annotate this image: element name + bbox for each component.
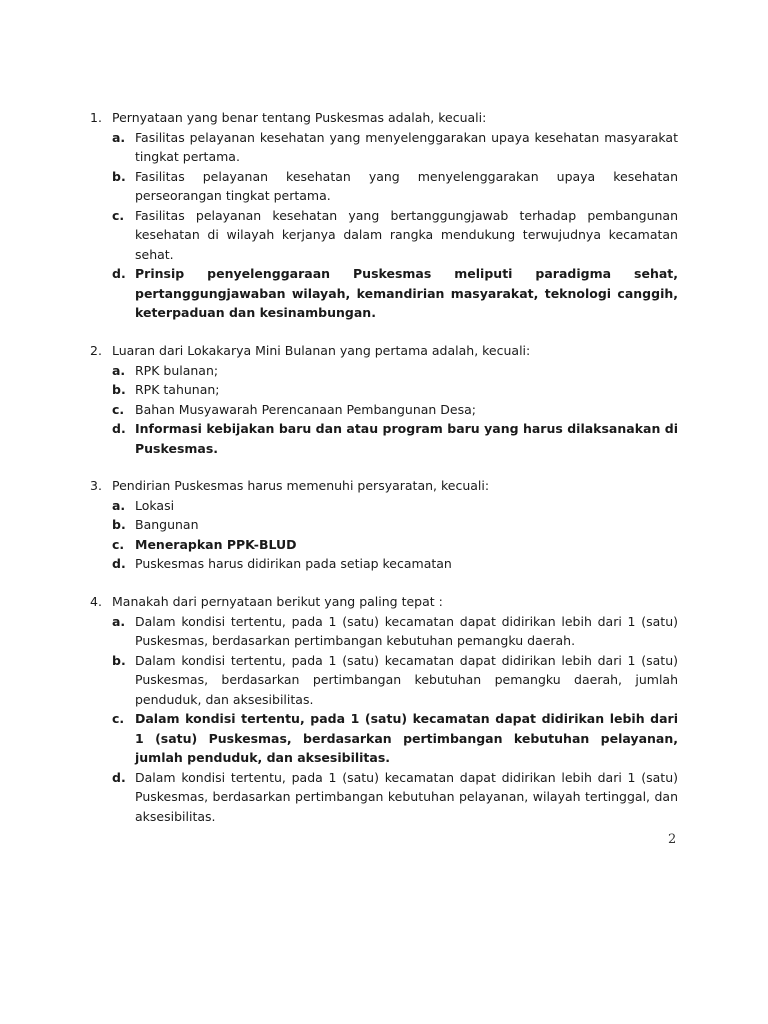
option-b [112, 167, 678, 206]
option-text: Lokasi [135, 497, 175, 513]
option-letter: b. [112, 652, 126, 668]
option-letter: b. [112, 168, 126, 184]
option-letter: d. [112, 421, 126, 436]
option-b [112, 651, 678, 710]
option-letter: a. [112, 613, 126, 629]
option-text: Fasilitas pelayanan kesehatan yang menyelenggarakan upaya kesehatan perseorangan tingkat pertama. [135, 168, 678, 203]
question-text: Manakah dari pernyataan berikut yang paling tepat : [112, 594, 443, 609]
option-letter: c. [112, 536, 125, 552]
question-number: 1. [90, 110, 102, 125]
question-2 [90, 341, 678, 458]
option-letter: a. [112, 129, 126, 145]
option-a [112, 612, 678, 651]
option-letter: d. [112, 769, 126, 785]
option-d [112, 554, 678, 574]
option-a [112, 128, 678, 167]
option-a [112, 361, 678, 381]
option-letter: a. [112, 497, 126, 513]
option-text: Prinsip penyelenggaraan Puskesmas meliputi paradigma sehat, pertanggungjawaban wilayah, kemandirian masyarakat, teknologi canggih, keterpaduan dan kesinambungan. [135, 266, 678, 320]
option-letter: c. [112, 711, 125, 726]
page-number: 2 [668, 832, 677, 847]
option-text: Bangunan [135, 517, 199, 532]
option-text: Puskesmas harus didirikan pada setiap kecamatan [135, 556, 452, 571]
option-text: Menerapkan PPK-BLUD [135, 536, 297, 552]
option-text: Fasilitas pelayanan kesehatan yang bertanggungjawab terhadap pembangunan kesehatan di wilayah kerjanya dalam rangka mendukung terwujudnya kecamatan sehat. [135, 207, 678, 262]
option-letter: d. [112, 556, 126, 571]
option-d-answer [112, 419, 678, 458]
option-text: RPK bulanan; [135, 362, 219, 378]
option-d [112, 768, 678, 827]
option-d-answer [112, 264, 678, 323]
question-number: 2. [90, 343, 102, 358]
option-text: Dalam kondisi tertentu, pada 1 (satu) kecamatan dapat didirikan lebih dari 1 (satu) Puskesmas, berdasarkan pertimbangan kebutuhan pelayanan, jumlah penduduk, dan aksesibilitas. [135, 711, 678, 765]
option-text: Dalam kondisi tertentu, pada 1 (satu) kecamatan dapat didirikan lebih dari 1 (satu) Puskesmas, berdasarkan pertimbangan kebutuhan pemangku daerah, jumlah penduduk, dan aksesibilitas. [135, 652, 678, 707]
question-1 [90, 108, 678, 323]
option-letter: b. [112, 382, 126, 397]
question-text: Luaran dari Lokakarya Mini Bulanan yang pertama adalah, kecuali: [112, 343, 531, 358]
option-c-answer [112, 535, 678, 555]
option-letter: c. [112, 401, 125, 417]
option-b [112, 380, 678, 400]
option-c [112, 400, 678, 420]
question-4 [90, 592, 678, 826]
question-text: Pernyataan yang benar tentang Puskesmas adalah, kecuali: [112, 110, 487, 125]
option-letter: b. [112, 517, 126, 532]
option-c [112, 206, 678, 265]
option-b [112, 515, 678, 535]
question-number: 4. [90, 594, 102, 609]
question-3 [90, 476, 678, 574]
option-letter: d. [112, 266, 126, 281]
question-text: Pendirian Puskesmas harus memenuhi persyaratan, kecuali: [112, 478, 490, 493]
question-number: 3. [90, 478, 102, 493]
option-text: Dalam kondisi tertentu, pada 1 (satu) kecamatan dapat didirikan lebih dari 1 (satu) Puskesmas, berdasarkan pertimbangan kebutuhan pemangku daerah. [135, 613, 678, 648]
option-c-answer [112, 709, 678, 768]
option-text: Fasilitas pelayanan kesehatan yang menyelenggarakan upaya kesehatan masyarakat tingkat pertama. [135, 129, 678, 164]
option-text: Informasi kebijakan baru dan atau program baru yang harus dilaksanakan di Puskesmas. [135, 421, 678, 456]
option-letter: c. [112, 207, 125, 223]
option-text: Dalam kondisi tertentu, pada 1 (satu) kecamatan dapat didirikan lebih dari 1 (satu) Puskesmas, berdasarkan pertimbangan kebutuhan pelayanan, wilayah tertinggal, dan aksesibilitas. [135, 769, 678, 824]
option-text: RPK tahunan; [135, 382, 220, 397]
option-a [112, 496, 678, 516]
option-text: Bahan Musyawarah Perencanaan Pembangunan Desa; [135, 401, 477, 417]
option-letter: a. [112, 362, 126, 378]
